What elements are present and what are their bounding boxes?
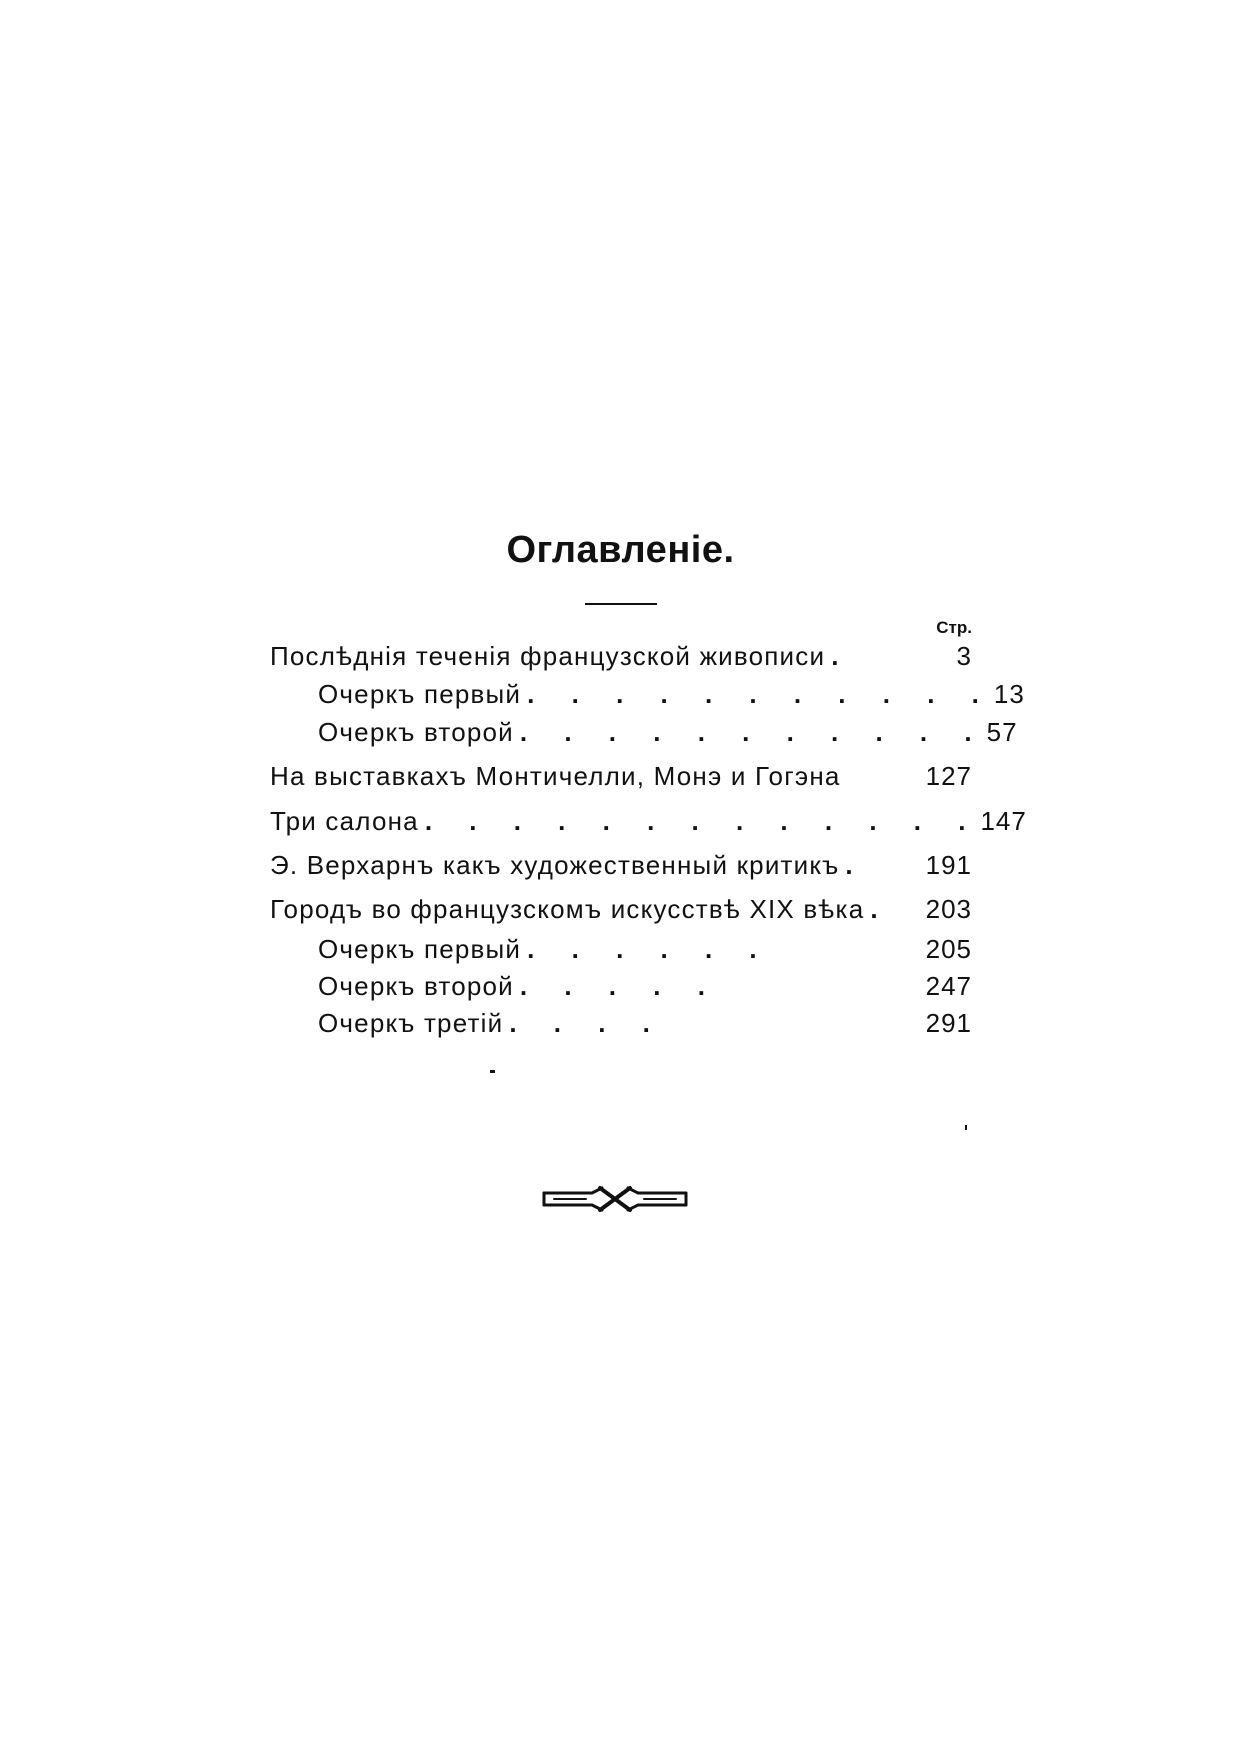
toc-entry-page: 291 xyxy=(925,1008,972,1038)
toc-entry-leader: . . . . xyxy=(509,1008,665,1038)
toc-entry-page: 3 xyxy=(956,641,972,671)
toc-entry-page: 13 xyxy=(993,679,1025,709)
decorative-ornament-icon xyxy=(540,1185,690,1213)
toc-entry-label: Послѣднія теченія французской живописи xyxy=(270,641,826,671)
toc-entry-leader: . . . . . . . . . . . xyxy=(527,679,994,709)
toc-entry-leader: . xyxy=(831,641,854,671)
toc-entry xyxy=(270,804,1027,838)
toc-entry xyxy=(270,677,1025,711)
toc-entry xyxy=(270,715,1018,749)
toc-entry-leader: . . . . . xyxy=(519,971,720,1001)
toc-entry xyxy=(270,932,972,966)
title-underline-divider xyxy=(585,603,657,605)
toc-entry-label: Очеркъ третій xyxy=(318,1008,504,1038)
toc-entry-page: 127 xyxy=(925,761,972,791)
page-title: Оглавленіе. xyxy=(506,529,735,571)
toc-entry-label: Три салона xyxy=(270,806,419,836)
print-speck xyxy=(490,1070,495,1073)
print-speck xyxy=(965,1125,967,1130)
toc-entry xyxy=(270,848,972,882)
toc-entry-page: 203 xyxy=(925,894,972,924)
toc-entry-label: Очеркъ второй xyxy=(318,971,514,1001)
toc-entry-page: 57 xyxy=(986,717,1018,747)
toc-entry-page: 147 xyxy=(980,806,1027,836)
toc-entry-label: На выставкахъ Монтичелли, Монэ и Гогэна xyxy=(270,761,841,791)
toc-entry-label: Очеркъ второй xyxy=(318,717,514,747)
toc-entry-label: Э. Верхарнъ какъ художественный критикъ xyxy=(270,850,840,880)
toc-entry xyxy=(270,759,972,793)
toc-entry-label: Очеркъ первый xyxy=(318,934,522,964)
toc-entry-page: 247 xyxy=(925,971,972,1001)
toc-entry xyxy=(270,892,972,926)
toc-entry xyxy=(270,639,972,673)
toc-entry xyxy=(270,1006,972,1040)
toc-entry-label: Очеркъ первый xyxy=(318,679,522,709)
toc-entry-leader: . . . . . . . . . . . xyxy=(519,717,987,747)
toc-entry-leader: . . . . . . xyxy=(527,934,772,964)
toc-entry-label: Городъ во французскомъ искусствѣ XIX вѣка xyxy=(270,894,865,924)
toc-entry-page: 191 xyxy=(925,850,972,880)
toc-entry-leader: . . . . . . . . . . . . . xyxy=(424,806,981,836)
toc-entry-leader: . xyxy=(870,894,893,924)
toc-entry-leader: . xyxy=(845,850,868,880)
toc-entry xyxy=(270,969,972,1003)
toc-entry-page: 205 xyxy=(925,934,972,964)
page-column-header: Стр. xyxy=(936,618,972,637)
